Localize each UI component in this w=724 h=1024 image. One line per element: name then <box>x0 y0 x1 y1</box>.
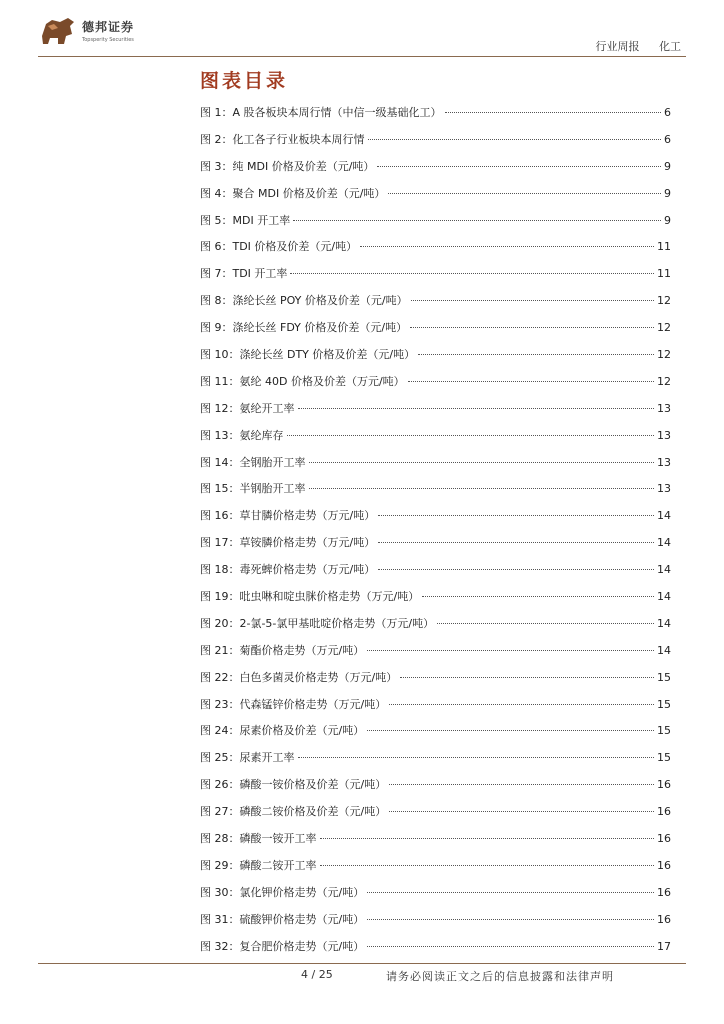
toc-entry[interactable] <box>200 265 671 292</box>
toc-entry[interactable] <box>200 319 671 346</box>
toc-entry-page: 16 <box>657 912 671 926</box>
dot-leader <box>309 488 655 489</box>
toc-entry[interactable] <box>200 480 671 507</box>
dot-leader <box>290 273 654 274</box>
page-number: 4 / 25 <box>301 968 333 981</box>
toc-entry[interactable] <box>200 507 671 534</box>
dot-leader <box>320 838 655 839</box>
toc-entry-page: 16 <box>657 778 671 792</box>
toc-entry[interactable] <box>200 238 671 265</box>
dot-leader <box>287 435 655 436</box>
toc-entry[interactable] <box>200 158 671 185</box>
toc-entry-label: 图 27：磷酸二铵价格及价差（元/吨） <box>200 805 387 819</box>
toc-entry-page: 17 <box>657 939 671 953</box>
dot-leader <box>367 946 654 947</box>
toc-entry-page: 13 <box>657 401 671 415</box>
toc-entry-label: 图 9：涤纶长丝 FDY 价格及价差（元/吨） <box>200 321 408 335</box>
toc-entry-label: 图 1：A 股各板块本周行情（中信一级基础化工） <box>200 106 442 119</box>
toc-entry-label: 图 28：磷酸一铵开工率 <box>200 832 317 846</box>
dot-leader <box>367 892 654 893</box>
toc-entry[interactable] <box>200 938 671 965</box>
toc-entry-page: 13 <box>657 482 671 496</box>
dot-leader <box>389 704 654 705</box>
toc-entry-page: 13 <box>657 455 671 469</box>
toc-title: 图表目录 <box>200 70 289 92</box>
toc-entry-label: 图 20：2-氯-5-氯甲基吡啶价格走势（万元/吨） <box>200 616 435 630</box>
dot-leader <box>378 542 654 543</box>
dot-leader <box>410 327 654 328</box>
toc-entry-page: 13 <box>657 428 671 442</box>
toc-entry-page: 15 <box>657 751 671 765</box>
disclaimer-note: 请务必阅读正文之后的信息披露和法律声明 <box>386 970 614 983</box>
dot-leader <box>293 220 661 221</box>
toc-entry-page: 14 <box>657 590 671 604</box>
toc-entry-label: 图 2：化工各子行业板块本周行情 <box>200 132 365 146</box>
dot-leader <box>378 515 654 516</box>
toc-entry-label: 图 19：吡虫啉和啶虫脒价格走势（万元/吨） <box>200 590 420 604</box>
toc-entry-page: 16 <box>657 832 671 846</box>
toc-entry-page: 15 <box>657 697 671 711</box>
report-type: 行业周报 <box>595 40 640 53</box>
toc-entry[interactable] <box>200 131 671 158</box>
toc-entry[interactable] <box>200 696 671 723</box>
industry-name: 化工 <box>659 40 681 53</box>
toc-entry-label: 图 14：全钢胎开工率 <box>200 455 306 469</box>
dot-leader <box>320 865 655 866</box>
brand-name-en: Topsperity Securities <box>82 37 134 43</box>
toc-entry-page: 14 <box>657 563 671 577</box>
dot-leader <box>298 757 655 758</box>
toc-entry-label: 图 11：氨纶 40D 价格及价差（万元/吨） <box>200 374 405 388</box>
toc-entry-page: 12 <box>657 321 671 335</box>
dot-leader <box>367 919 654 920</box>
toc-entry-label: 图 26：磷酸一铵价格及价差（元/吨） <box>200 778 387 792</box>
header-meta <box>580 38 682 54</box>
toc-entry-page: 9 <box>664 186 671 200</box>
dot-leader <box>411 300 654 301</box>
company-logo <box>38 14 148 50</box>
toc-entry[interactable] <box>200 373 671 400</box>
toc-entry[interactable] <box>200 749 671 776</box>
toc-entry[interactable] <box>200 911 671 938</box>
toc-entry[interactable] <box>200 722 671 749</box>
table-of-figures <box>200 104 671 965</box>
header-divider <box>38 56 686 57</box>
bull-logo-icon <box>38 14 78 48</box>
toc-entry-page: 11 <box>657 240 671 254</box>
toc-entry-label: 图 16：草甘膦价格走势（万元/吨） <box>200 509 376 523</box>
toc-entry-page: 14 <box>657 509 671 523</box>
toc-entry-label: 图 21：菊酯价格走势（万元/吨） <box>200 643 365 657</box>
toc-entry-page: 15 <box>657 670 671 684</box>
toc-entry-page: 12 <box>657 374 671 388</box>
dot-leader <box>309 462 655 463</box>
brand-name: 德邦证券 <box>82 20 135 34</box>
toc-entry[interactable] <box>200 776 671 803</box>
footer-divider <box>38 963 686 964</box>
toc-entry-label: 图 32：复合肥价格走势（元/吨） <box>200 939 365 953</box>
toc-entry[interactable] <box>200 803 671 830</box>
toc-entry[interactable] <box>200 561 671 588</box>
toc-entry[interactable] <box>200 185 671 212</box>
toc-entry-label: 图 23：代森锰锌价格走势（万元/吨） <box>200 697 387 711</box>
toc-entry-label: 图 10：涤纶长丝 DTY 价格及价差（元/吨） <box>200 348 416 362</box>
toc-entry-page: 6 <box>664 106 671 119</box>
toc-entry-label: 图 15：半钢胎开工率 <box>200 482 306 496</box>
dot-leader <box>422 596 654 597</box>
toc-entry[interactable] <box>200 104 671 131</box>
toc-entry-label: 图 25：尿素开工率 <box>200 751 295 765</box>
dot-leader <box>298 408 655 409</box>
toc-entry-page: 15 <box>657 724 671 738</box>
toc-entry[interactable] <box>200 642 671 669</box>
toc-entry[interactable] <box>200 857 671 884</box>
toc-entry-label: 图 30：氯化钾价格走势（元/吨） <box>200 885 365 899</box>
toc-entry-label: 图 18：毒死蜱价格走势（万元/吨） <box>200 563 376 577</box>
toc-entry-label: 图 24：尿素价格及价差（元/吨） <box>200 724 365 738</box>
toc-entry-label: 图 13：氨纶库存 <box>200 428 284 442</box>
toc-entry-label: 图 6：TDI 价格及价差（元/吨） <box>200 240 358 254</box>
toc-entry-label: 图 8：涤纶长丝 POY 价格及价差（元/吨） <box>200 294 408 308</box>
toc-entry[interactable] <box>200 534 671 561</box>
toc-entry-label: 图 7：TDI 开工率 <box>200 267 288 281</box>
toc-entry-label: 图 3：纯 MDI 价格及价差（元/吨） <box>200 159 375 173</box>
toc-entry[interactable] <box>200 615 671 642</box>
toc-entry[interactable] <box>200 669 671 696</box>
dot-leader <box>377 166 661 167</box>
toc-entry-page: 12 <box>657 294 671 308</box>
toc-entry-page: 12 <box>657 348 671 362</box>
toc-entry-page: 9 <box>664 213 671 227</box>
dot-leader <box>418 354 654 355</box>
toc-entry-page: 6 <box>664 132 671 146</box>
toc-entry-page: 16 <box>657 885 671 899</box>
toc-entry-label: 图 31：硫酸钾价格走势（元/吨） <box>200 912 365 926</box>
toc-entry-label: 图 4：聚合 MDI 价格及价差（元/吨） <box>200 186 386 200</box>
dot-leader <box>388 193 661 194</box>
toc-entry[interactable] <box>200 884 671 911</box>
dot-leader <box>360 246 654 247</box>
dot-leader <box>437 623 654 624</box>
toc-entry[interactable] <box>200 830 671 857</box>
dot-leader <box>400 677 654 678</box>
toc-entry[interactable] <box>200 400 671 427</box>
toc-entry-page: 14 <box>657 643 671 657</box>
toc-entry-page: 14 <box>657 536 671 550</box>
dot-leader <box>368 139 662 140</box>
toc-entry-page: 16 <box>657 858 671 872</box>
toc-entry-label: 图 12：氨纶开工率 <box>200 401 295 415</box>
page-header <box>0 0 724 60</box>
toc-entry-label: 图 22：白色多菌灵价格走势（万元/吨） <box>200 670 398 684</box>
toc-entry[interactable] <box>200 427 671 454</box>
dot-leader <box>367 730 654 731</box>
dot-leader <box>389 811 654 812</box>
toc-entry[interactable] <box>200 212 671 239</box>
toc-entry-page: 16 <box>657 805 671 819</box>
dot-leader <box>389 784 654 785</box>
toc-entry-label: 图 17：草铵膦价格走势（万元/吨） <box>200 536 376 550</box>
toc-entry[interactable] <box>200 292 671 319</box>
dot-leader <box>378 569 654 570</box>
toc-entry[interactable] <box>200 454 671 481</box>
dot-leader <box>367 650 654 651</box>
dot-leader <box>408 381 654 382</box>
toc-entry-label: 图 29：磷酸二铵开工率 <box>200 858 317 872</box>
toc-entry[interactable] <box>200 346 671 373</box>
toc-entry-page: 11 <box>657 267 671 281</box>
dot-leader <box>445 112 661 113</box>
toc-entry-page: 9 <box>664 159 671 173</box>
toc-entry-page: 14 <box>657 616 671 630</box>
toc-entry[interactable] <box>200 588 671 615</box>
toc-entry-label: 图 5：MDI 开工率 <box>200 213 291 227</box>
